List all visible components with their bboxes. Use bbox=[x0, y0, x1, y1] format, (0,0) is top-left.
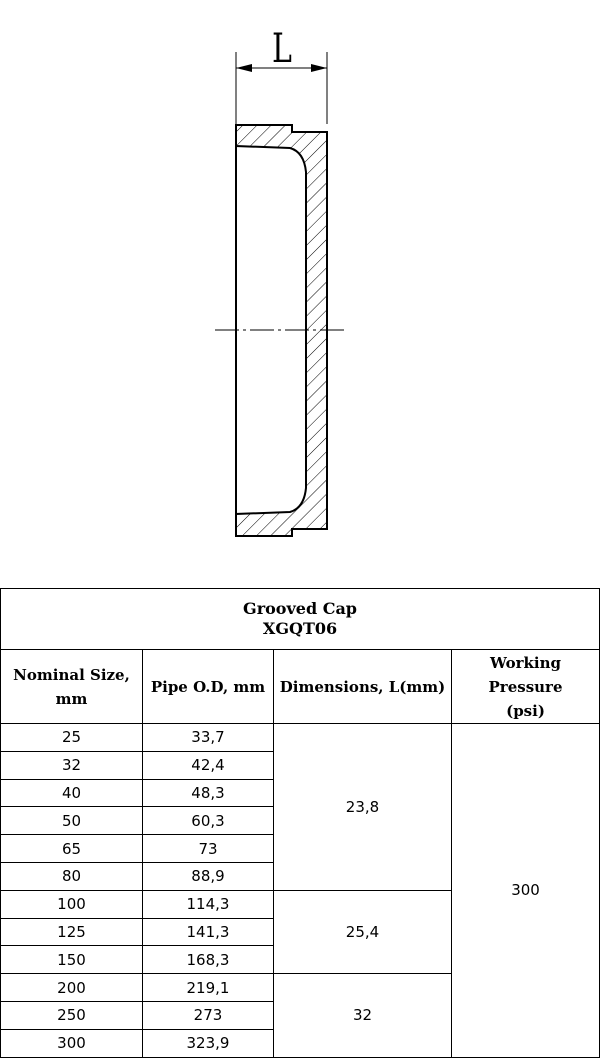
header-pipe-od: Pipe O.D, mm bbox=[143, 650, 274, 724]
nominal-size-cell: 300 bbox=[1, 1029, 143, 1057]
pipe-od-cell: 114,3 bbox=[143, 890, 274, 918]
pipe-od-cell: 219,1 bbox=[143, 974, 274, 1002]
table-title-name: Grooved Cap bbox=[243, 599, 357, 618]
nominal-size-cell: 65 bbox=[1, 835, 143, 863]
nominal-size-cell: 80 bbox=[1, 862, 143, 890]
pipe-od-cell: 168,3 bbox=[143, 946, 274, 974]
pipe-od-cell: 273 bbox=[143, 1001, 274, 1029]
pipe-od-cell: 60,3 bbox=[143, 807, 274, 835]
header-working-pressure: Working Pressure (psi) bbox=[452, 650, 600, 724]
nominal-size-cell: 100 bbox=[1, 890, 143, 918]
dimension-cell: 23,8 bbox=[274, 724, 452, 891]
dimension-arrow-left bbox=[236, 64, 252, 72]
header-nominal-size: Nominal Size, mm bbox=[1, 650, 143, 724]
table-title bbox=[1, 589, 600, 650]
working-pressure-cell: 300 bbox=[452, 724, 600, 1058]
header-dimensions: Dimensions, L(mm) bbox=[274, 650, 452, 724]
pipe-od-cell: 141,3 bbox=[143, 918, 274, 946]
pipe-od-cell: 73 bbox=[143, 835, 274, 863]
pipe-od-cell: 323,9 bbox=[143, 1029, 274, 1057]
nominal-size-cell: 125 bbox=[1, 918, 143, 946]
nominal-size-cell: 25 bbox=[1, 724, 143, 752]
nominal-size-cell: 32 bbox=[1, 751, 143, 779]
dimension-arrow-right bbox=[311, 64, 327, 72]
pipe-od-cell: 88,9 bbox=[143, 862, 274, 890]
table-row bbox=[1, 724, 600, 752]
dimension-cell: 32 bbox=[274, 974, 452, 1057]
spec-table bbox=[0, 588, 600, 1058]
table-title-code: XGQT06 bbox=[262, 619, 338, 638]
nominal-size-cell: 40 bbox=[1, 779, 143, 807]
nominal-size-cell: 150 bbox=[1, 946, 143, 974]
nominal-size-cell: 200 bbox=[1, 974, 143, 1002]
dimension-cell: 25,4 bbox=[274, 890, 452, 973]
dimension-label: L bbox=[272, 25, 292, 73]
pipe-od-cell: 42,4 bbox=[143, 751, 274, 779]
nominal-size-cell: 50 bbox=[1, 807, 143, 835]
pipe-od-cell: 48,3 bbox=[143, 779, 274, 807]
pipe-od-cell: 33,7 bbox=[143, 724, 274, 752]
nominal-size-cell: 250 bbox=[1, 1001, 143, 1029]
